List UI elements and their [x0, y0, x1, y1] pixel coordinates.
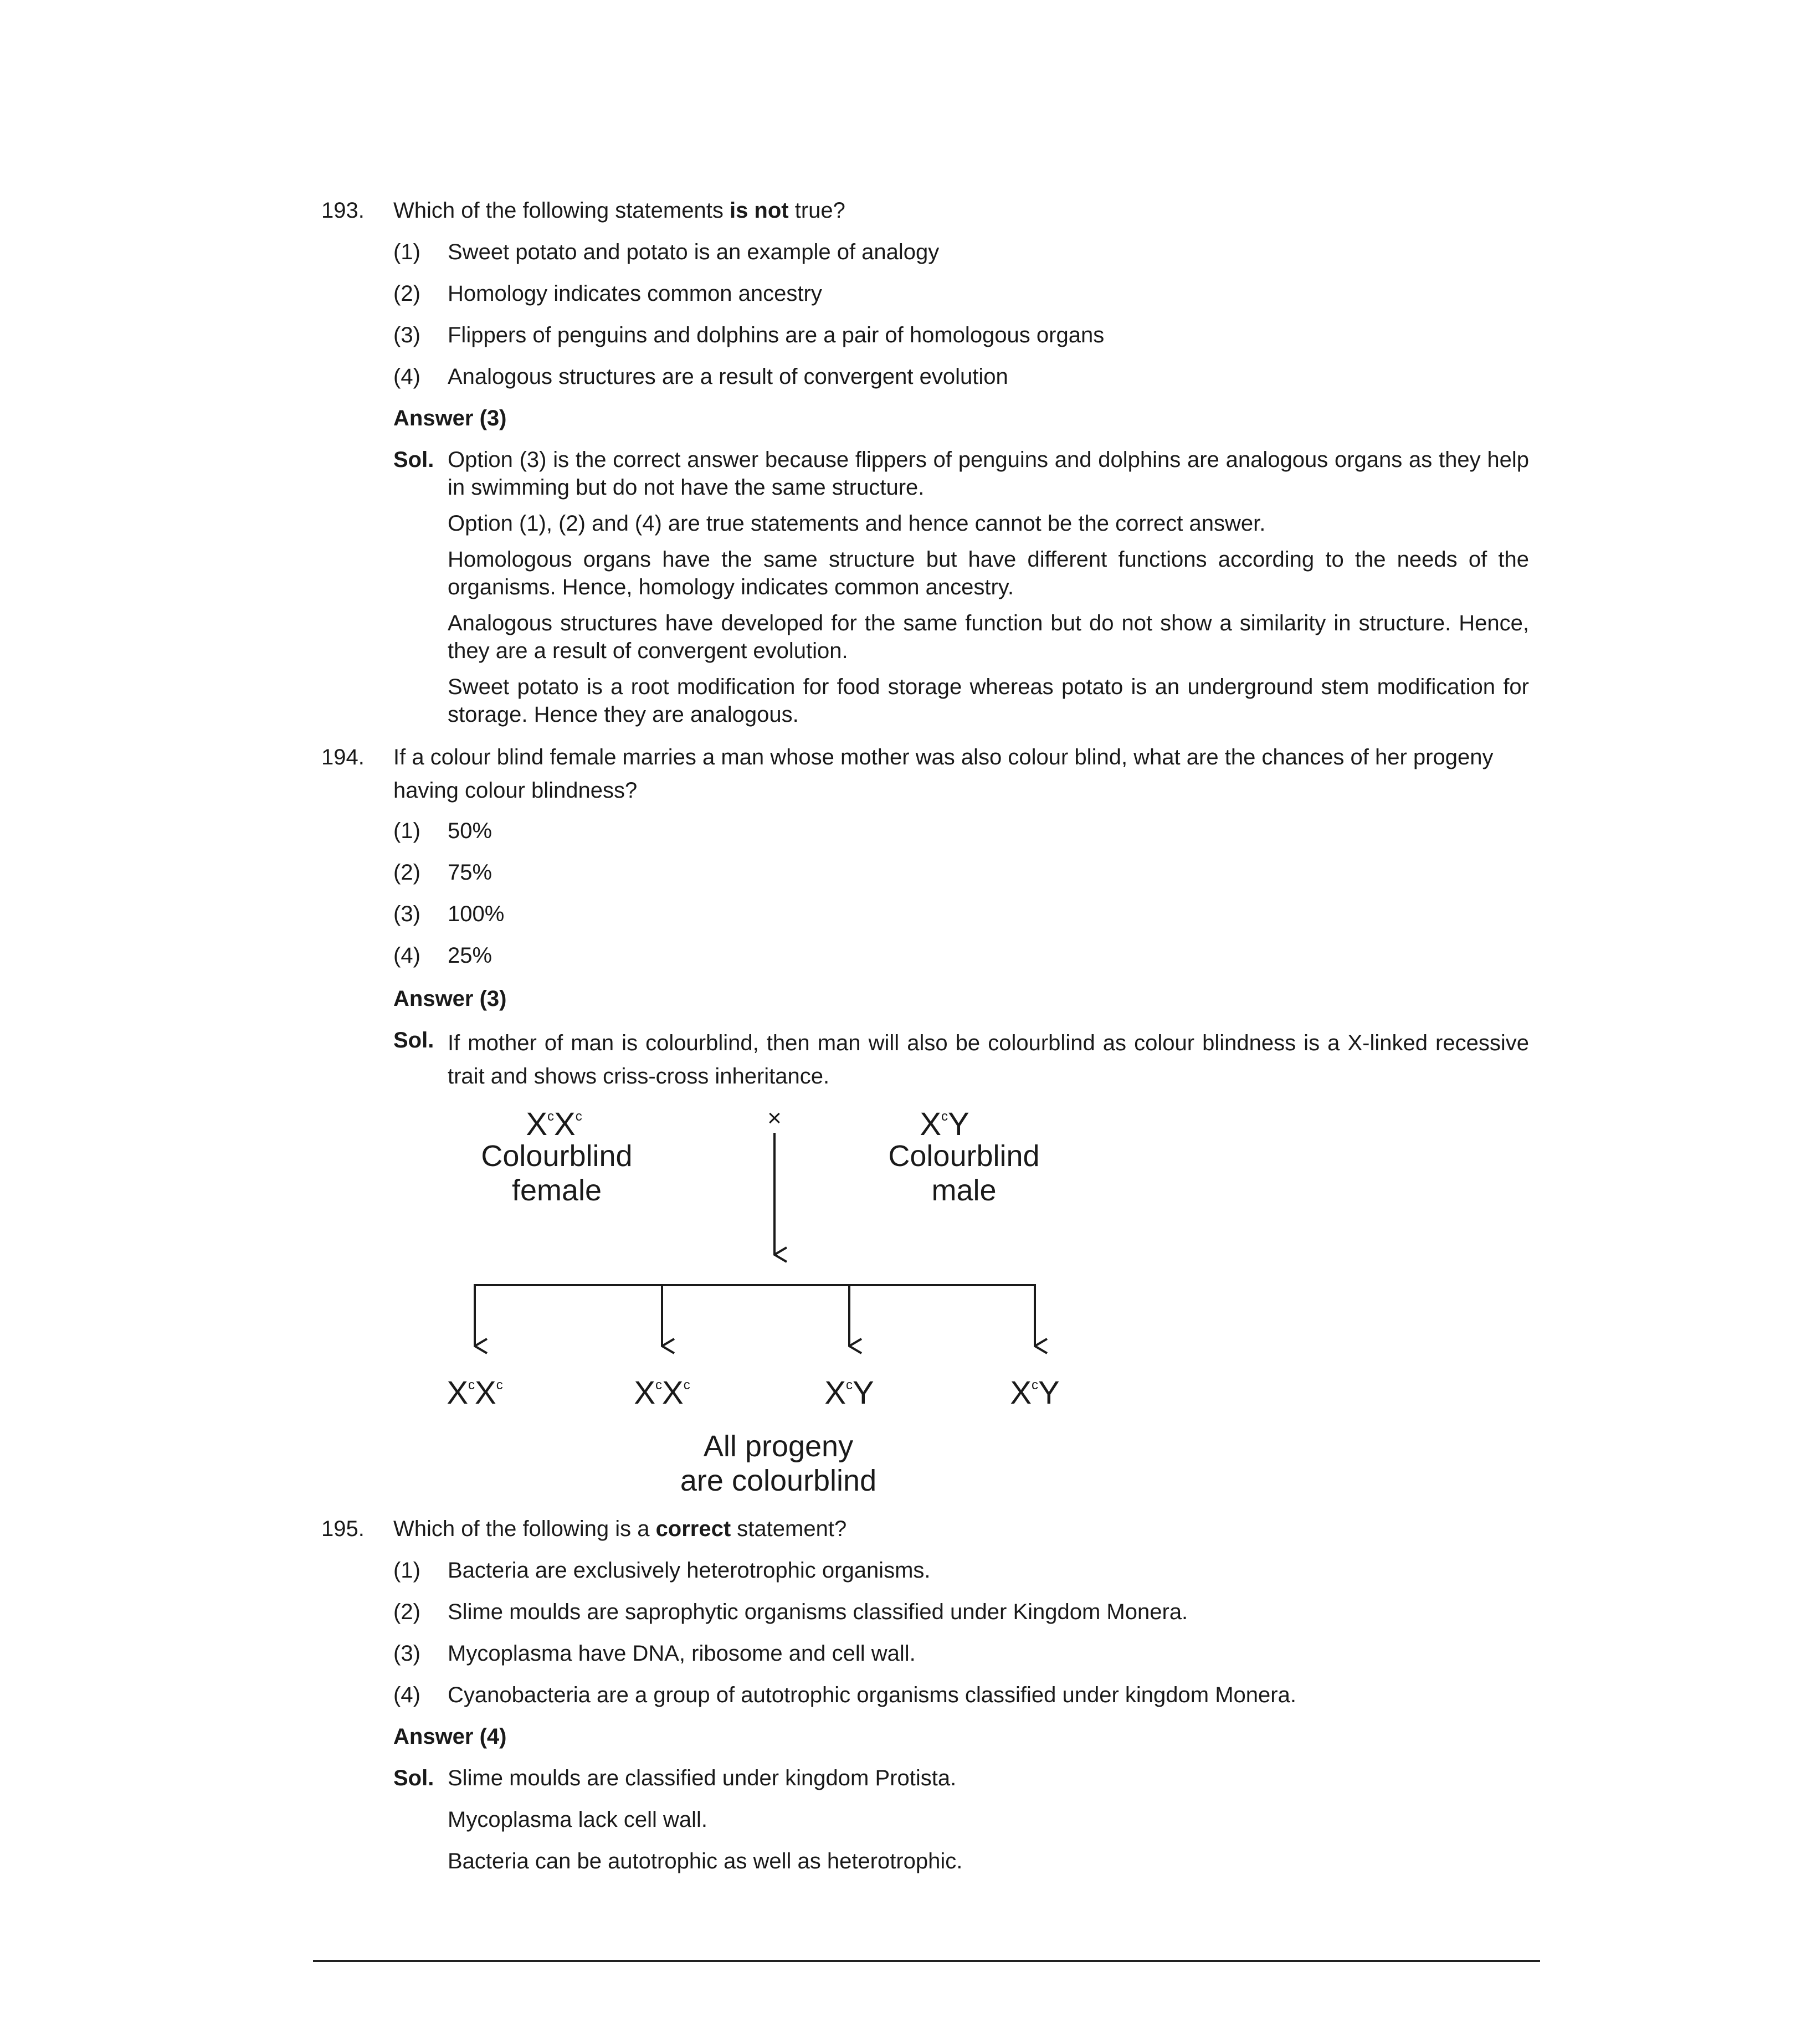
option-4: (4) Cyanobacteria are a group of autotrophic organisms classified under kingdom Monera.	[393, 1683, 1296, 1707]
option-2: (2) Homology indicates common ancestry	[393, 281, 822, 306]
progeny-genotype: $X^cY$	[1010, 1375, 1060, 1411]
answer-label: Answer (3)	[393, 406, 507, 430]
option-3: (3) Mycoplasma have DNA, ribosome and cell wall.	[393, 1641, 916, 1666]
solution-paragraph: Bacteria can be autotrophic as well as heterotrophic.	[448, 1849, 963, 1873]
option-1: (1) Sweet potato and potato is an example of analogy	[393, 240, 940, 264]
solution-paragraph: If mother of man is colourblind, then man will also be colourblind as colour blindness is a X-linked recessive trait and shows criss-cross inheritance.	[448, 1031, 1529, 1088]
cross-symbol: ×	[767, 1105, 782, 1132]
solution-paragraph: Slime moulds are classified under kingdom Protista.	[448, 1766, 957, 1790]
question-text: Which of the following statements is not true?	[393, 198, 845, 223]
answer-label: Answer (3)	[393, 987, 507, 1011]
option-4: (4) 25%	[393, 943, 492, 968]
option-4: (4) Analogous structures are a result of convergent evolution	[393, 364, 1008, 389]
option-3: (3) Flippers of penguins and dolphins are a pair of homologous organs	[393, 323, 1105, 347]
answer-label: Answer (4)	[393, 1724, 507, 1749]
solution-paragraph: Mycoplasma lack cell wall.	[448, 1807, 708, 1832]
progeny-genotype: $X^cX^c$	[634, 1375, 690, 1411]
option-3: (3) 100%	[393, 902, 505, 926]
document-page: 193. Which of the following statements is not true? (1) Sweet potato and potato is an example of analogy (2) Homology indicates common ancestry (3) Flippers of penguins and dolphins are a pair of homologous organs (4) Analogous structures are a result of convergent evolution Answer (3) Sol. Option (3) is the correct answer because flippers of penguins and dolphins are analogous organs as they help in swimming but do not have the same structure. Option (1), (2) and (4) are true statements and hence cannot be the correct answer. Homologous organs have the same structure but have different functions according to the needs of the organisms. Hence, homology indicates common ancestry. Analogous structures have developed for the same function but do not show a similarity in structure. Hence, they are a result of convergent evolution. Sweet potato is a root modification for food storage whereas potato is an underground stem modification for storage. Hence they are analogous. 194. If a colour blind female marries a man whose mother was also colour blind, what are the chances of her progeny having colour blindness? (1) 50% (2) 75% (3) 100% (4) 25% Answer (3) Sol. If mother of man is colourblind, then man will also be colourblind as colour blindness is a X-linked recessive trait and shows criss-cross inheritance. $X^cX^c$ × $X^cY$ Colourblind female Colourblind male $X^cX^c$ $X^cX^c$ $X^cY$ $X^cY$ All progeny are colourblind 195. Which of the following is a correct statement? (1) Bacteria are exclusively heterotrophic organisms. (2) Slime moulds are saprophytic organisms classified under Kingdom Monera. (3) Mycoplasma have DNA, ribosome and cell wall. (4) Cyanobacteria are a group of autotrophic organisms classified under kingdom Monera. Answer (4) Sol. Slime moulds are classified under kingdom Protista. Mycoplasma lack cell wall. Bacteria can be autotrophic as well as heterotrophic.	[0, 0, 1811, 2044]
male-label: Colourblind male	[888, 1139, 1040, 1207]
male-genotype: $X^cY$	[920, 1106, 969, 1142]
progeny-genotype: $X^cY$	[824, 1375, 874, 1411]
option-1: (1) 50%	[393, 819, 492, 843]
solution-paragraph: Option (3) is the correct answer because flippers of penguins and dolphins are analogous organs as they help in swimming but do not have the same structure.	[448, 448, 1529, 500]
question-number: 193.	[321, 198, 365, 223]
solution-paragraph: Analogous structures have developed for the same function but do not show a similarity in structure. Hence, they are a result of convergent evolution.	[448, 611, 1529, 663]
question-text: Which of the following is a correct statement?	[393, 1517, 847, 1541]
question-number: 194.	[321, 745, 365, 769]
option-1: (1) Bacteria are exclusively heterotrophic organisms.	[393, 1558, 931, 1583]
female-label: Colourblind female	[481, 1139, 633, 1207]
option-2: (2) 75%	[393, 860, 492, 885]
female-genotype: $X^cX^c$	[526, 1106, 582, 1142]
footer-divider	[313, 1960, 1540, 1962]
question-text: If a colour blind female marries a man whose mother was also colour blind, what are the chances of her progeny having colour blindness?	[393, 745, 1494, 803]
solution-paragraph: Sweet potato is a root modification for food storage whereas potato is an underground stem modification for storage. Hence they are analogous.	[448, 675, 1529, 727]
solution-paragraph: Homologous organs have the same structure but have different functions according to the needs of the organisms. Hence, homology indicates common ancestry.	[448, 547, 1529, 599]
solution-paragraph: Option (1), (2) and (4) are true statements and hence cannot be the correct answer.	[448, 511, 1266, 536]
option-2: (2) Slime moulds are saprophytic organisms classified under Kingdom Monera.	[393, 1600, 1188, 1624]
progeny-genotype: $X^cX^c$	[447, 1375, 503, 1411]
progeny-note: All progeny are colourblind	[680, 1430, 877, 1497]
question-number: 195.	[321, 1517, 365, 1541]
